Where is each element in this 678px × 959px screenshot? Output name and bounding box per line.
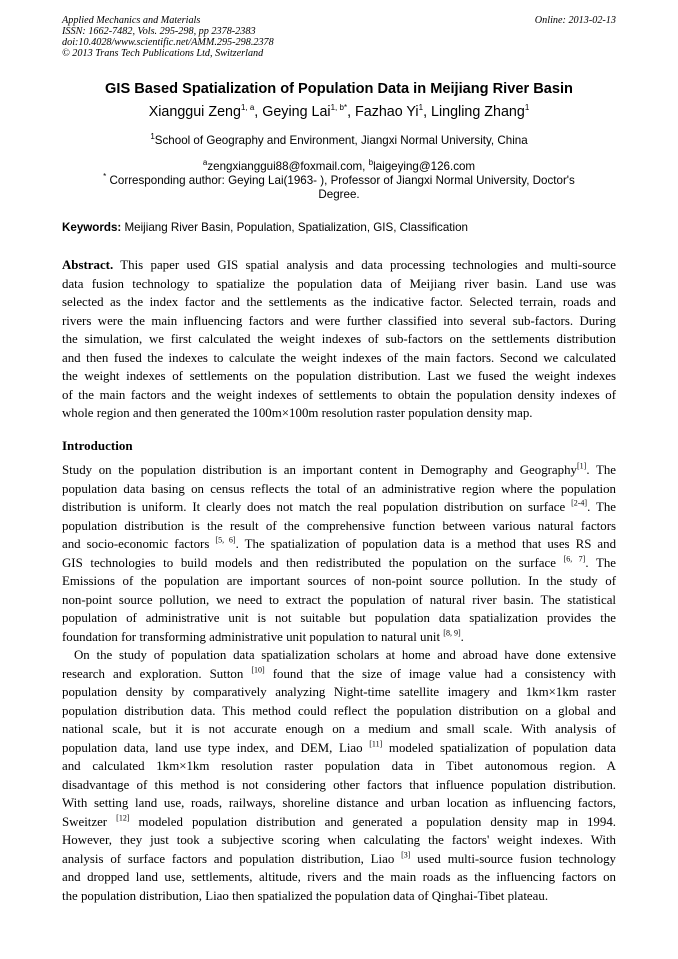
line-text: research and exploration. Sutton [62, 666, 252, 681]
line-text: modeled population distribution and generated a population density map in 1994. [129, 814, 616, 829]
line-text: foundation for transforming administrative unit population to natural unit [62, 629, 444, 644]
author-affil-sup: 1 [524, 103, 530, 113]
paragraph-line [62, 572, 616, 591]
email-a-sup: a [202, 158, 208, 168]
line-text: GIS technologies to build models and then redistributed the population on the surface [62, 555, 564, 570]
contact-block [62, 160, 616, 202]
abstract-text: whole region and then generated the 100m×100m resolution raster population density map. [62, 406, 533, 420]
abstract-text: the simulation, we first calculated the weight indexes of sub-factors on the settlements distribution [62, 332, 616, 346]
issn-line: ISSN: 1662-7482, Vols. 295-298, pp 2378-2383 [62, 26, 256, 37]
line-text: . The spatialization of population data is a method that uses RS and [235, 537, 617, 551]
journal-name: Applied Mechanics and Materials [62, 15, 201, 26]
paragraph-line [62, 628, 616, 647]
abstract-text: rivers were the main influencing factors and were further classified into several sub-factors. During [62, 313, 616, 328]
keywords-text: Meijiang River Basin, Population, Spatialization, GIS, Classification [121, 221, 468, 234]
paragraph-line [62, 480, 616, 499]
citation-ref: [1] [577, 461, 587, 471]
abstract-line [62, 386, 616, 405]
doi-line: doi:10.4028/www.scientific.net/AMM.295-298.2378 [62, 37, 274, 48]
copyright-line: © 2013 Trans Tech Publications Ltd, Switzerland [62, 48, 264, 59]
citation-ref: [8, 9] [443, 628, 461, 638]
introduction-paragraph-2 [62, 646, 616, 905]
journal-header [62, 15, 616, 59]
abstract-text: of the main factors and the weight indexes of settlements to obtain the population density indexes of [62, 387, 616, 402]
line-text: Sweitzer [62, 814, 117, 829]
line-text: non-point source pollution, we need to extract the population of natural river basin. The statistical [62, 592, 616, 607]
abstract-line [62, 275, 616, 294]
line-text: On the study of population data spatialization scholars at home and abroad have done extensive [74, 648, 616, 662]
abstract-text: selected as the index factor and the settlements as the indicative factor. Selected terrain, roads and [62, 295, 616, 309]
paragraph-line [62, 683, 616, 702]
online-date: Online: 2013-02-13 [534, 15, 616, 26]
abstract-line [62, 349, 616, 368]
paragraph-line [62, 498, 616, 517]
affiliation [62, 134, 616, 147]
line-text: distribution is uniform. It clearly does not match the real population distribution on surface [62, 500, 572, 514]
paper-title: GIS Based Spatialization of Population Data in Meijiang River Basin [105, 81, 573, 97]
corresponding-sup: * [103, 172, 107, 182]
author-list [62, 104, 616, 120]
author-sep: , [423, 104, 432, 120]
line-text: With setting land use, roads, railways, shoreline distance and urban location as influencing factors, [62, 796, 616, 810]
line-text: . [460, 629, 464, 644]
abstract-line [62, 330, 616, 349]
author-affil-sup: 1, a [240, 103, 255, 113]
abstract-line [62, 404, 616, 423]
paragraph-line [62, 609, 616, 628]
line-text: population data basing on census reflects the total of an administrative region where the population [62, 481, 616, 496]
abstract-text: data fusion technology to spatialize the population data of Meijiang river basin. Land use was [62, 276, 616, 291]
author-affil-sup: 1, b* [330, 103, 348, 113]
abstract-label: Abstract. [62, 258, 114, 272]
paragraph-line [62, 813, 616, 832]
citation-ref: [2-4] [571, 498, 588, 508]
citation-ref: [6, 7] [563, 554, 586, 564]
email-a: zengxianggui88@foxmail.com, [207, 160, 369, 173]
abstract-line [62, 256, 616, 275]
paragraph-line [62, 868, 616, 887]
keywords [62, 221, 616, 234]
paragraph-line [62, 720, 616, 739]
abstract-line [62, 293, 616, 312]
author-sep: , [347, 104, 356, 120]
line-text: modeled spatialization of population data [382, 740, 617, 755]
line-text: analysis of surface factors and population distribution, Liao [62, 851, 402, 866]
paragraph-line [62, 665, 616, 684]
line-text: used multi-source fusion technology [410, 851, 616, 866]
paragraph-line [62, 794, 616, 813]
line-text: and calculated 1km×1km resolution raster population data in Tibet autonomous region. A [62, 759, 616, 773]
email-line [62, 160, 616, 174]
line-text: population distribution data. This method could reflect the population distribution on a global and [62, 703, 616, 718]
line-text: population data, land use type index, and DEM, Liao [62, 740, 370, 755]
abstract-line [62, 312, 616, 331]
paragraph-line [62, 757, 616, 776]
email-b-sup: b [368, 158, 374, 168]
line-text: and dropped land use, settlements, altitude, rivers and the main roads as the influencing factors on [62, 870, 616, 884]
paragraph-line [62, 646, 616, 665]
line-text: the population distribution, Liao then spatialized the population data of Qinghai-Tibet plateau. [62, 888, 549, 903]
line-text: national scale, but it is not accurate enough on a medium and small scale. With analysis of [62, 722, 616, 736]
section-heading-introduction: Introduction [62, 438, 133, 453]
paragraph-line [62, 850, 616, 869]
paragraph-line [62, 535, 616, 554]
citation-ref: [5, 6] [215, 535, 236, 545]
author-name: Lingling Zhang [431, 104, 525, 120]
citation-ref: [11] [369, 739, 383, 749]
corresponding-author-line2: Degree. [318, 188, 360, 201]
paragraph-line [62, 461, 616, 480]
line-text: Study on the population distribution is an important content in Demography and Geography [62, 463, 577, 477]
abstract-text: and then fused the indexes to calculate the weight indexes of the main factors. Second we calculated [62, 350, 616, 365]
corresponding-text: Corresponding author: Geying Lai(1963- ), Professor of Jiangxi Normal University, Doctor's [106, 174, 575, 187]
introduction-paragraph-1 [62, 461, 616, 646]
paragraph-line [62, 887, 616, 906]
abstract-line [62, 367, 616, 386]
line-text: found that the size of image value had a consistency with [264, 666, 616, 681]
line-text: However, they just took a subjective scoring when calculating the factors' weight indexes. With [62, 833, 616, 847]
citation-ref: [10] [251, 665, 265, 675]
line-text: population density by comparatively analyzing Night-time satellite imagery and 1km×1km raster [62, 685, 616, 699]
affiliation-text: School of Geography and Environment, Jiangxi Normal University, China [154, 134, 528, 147]
line-text: population distribution is the result of the comprehensive function between various natural factors [62, 518, 616, 533]
line-text: population of administrative unit is not suitable but population data spatialization provides the [62, 611, 616, 625]
author-affil-sup: 1 [418, 103, 424, 113]
paragraph-line [62, 517, 616, 536]
paragraph-line [62, 831, 616, 850]
affiliation-sup: 1 [150, 132, 155, 142]
line-text: . The [585, 555, 617, 570]
citation-ref: [12] [116, 813, 130, 823]
corresponding-author-line1 [62, 174, 616, 188]
paragraph-line [62, 702, 616, 721]
abstract-text: This paper used GIS spatial analysis and data processing technologies and multi-source [113, 258, 616, 272]
line-text: . The [586, 463, 616, 477]
abstract [62, 256, 616, 423]
paragraph-line [62, 739, 616, 758]
line-text: Emissions of the population are important sources of non-point source pollution. In the study of [62, 574, 616, 588]
paragraph-line [62, 591, 616, 610]
abstract-text: the weight indexes of settlements on the population distribution. Last we fused the weight indexes [62, 369, 616, 383]
author-name: Fazhao Yi [355, 104, 419, 120]
paragraph-line [62, 776, 616, 795]
citation-ref: [3] [401, 850, 411, 860]
author-name: Xianggui Zeng [148, 104, 241, 120]
author-sep: , [254, 104, 263, 120]
line-text: . The [587, 500, 616, 514]
email-b: laigeying@126.com [373, 160, 476, 173]
line-text: disadvantage of this method is not considering other factors that influence population distribution. [62, 777, 616, 792]
author-name: Geying Lai [262, 104, 331, 120]
keywords-label: Keywords: [62, 221, 122, 234]
line-text: and socio-economic factors [62, 537, 216, 551]
paragraph-line [62, 554, 616, 573]
